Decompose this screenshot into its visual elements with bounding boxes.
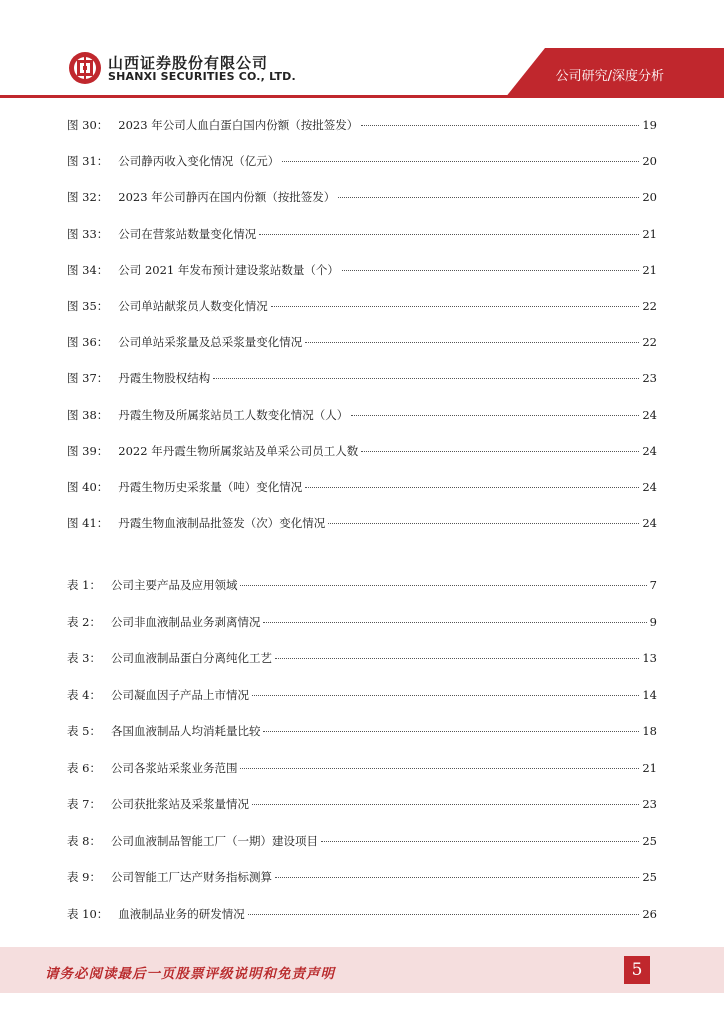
table-label: 表 5： — [67, 724, 101, 738]
dot-leader — [282, 160, 639, 162]
figure-label: 图 40： — [67, 480, 109, 494]
table-label: 表 9： — [67, 870, 101, 884]
figure-title: 2023 年公司人血白蛋白国内份额（按批签发） — [118, 118, 359, 132]
figure-label: 图 39： — [67, 443, 109, 458]
dot-leader — [240, 584, 646, 586]
page-ref: 24 — [642, 480, 657, 494]
table-title: 公司血液制品智能工厂（一期）建设项目 — [110, 833, 318, 848]
dot-leader — [252, 803, 639, 805]
page-ref: 25 — [642, 870, 657, 884]
figure-label: 图 38： — [67, 407, 109, 422]
dot-leader — [271, 305, 640, 307]
dot-leader — [259, 233, 639, 235]
page-ref: 7 — [649, 578, 657, 592]
figure-label: 图 33： — [67, 226, 109, 241]
dot-leader — [240, 767, 639, 769]
page-ref: 23 — [642, 797, 657, 811]
page-ref: 21 — [642, 226, 657, 241]
page-header — [0, 0, 724, 100]
figure-title: 公司单站采浆量及总采浆量变化情况 — [118, 335, 303, 350]
dot-leader — [263, 621, 646, 623]
page-ref: 21 — [642, 760, 657, 775]
table-title: 公司智能工厂达产财务指标测算 — [110, 870, 272, 884]
table-title: 各国血液制品人均消耗量比较 — [110, 724, 261, 738]
figure-label: 图 35： — [67, 299, 109, 313]
figure-toc-entry[interactable] — [67, 334, 657, 354]
table-label: 表 1： — [67, 578, 101, 592]
page-ref: 25 — [642, 833, 657, 848]
figure-label: 图 41： — [67, 516, 109, 531]
page-ref: 22 — [642, 299, 657, 313]
dot-leader — [275, 657, 639, 659]
page-ref: 19 — [642, 118, 657, 132]
table-toc-entry[interactable] — [67, 687, 657, 707]
dot-leader — [328, 522, 639, 524]
figure-label: 图 37： — [67, 371, 109, 386]
figure-title: 丹霞生物股权结构 — [118, 371, 211, 386]
table-toc-entry[interactable] — [67, 796, 657, 816]
company-name-en: SHANXI SECURITIES CO., LTD. — [108, 70, 296, 83]
footer-disclaimer[interactable]: 请务必阅读最后一页股票评级说明和免责声明 — [45, 966, 335, 982]
dot-leader — [213, 377, 639, 379]
table-toc-entry[interactable] — [67, 723, 657, 743]
page-ref: 23 — [642, 371, 657, 386]
dot-leader — [361, 450, 639, 452]
dot-leader — [275, 876, 639, 878]
figure-title: 丹霞生物历史采浆量（吨）变化情况 — [118, 480, 303, 494]
figure-toc-entry[interactable] — [67, 443, 657, 463]
page-ref: 22 — [642, 335, 657, 350]
table-title: 公司血液制品蛋白分离纯化工艺 — [110, 651, 272, 665]
figure-label: 图 34： — [67, 262, 109, 277]
figure-title: 公司在营浆站数量变化情况 — [118, 226, 257, 241]
table-toc-entry[interactable] — [67, 833, 657, 853]
table-title: 公司获批浆站及采浆量情况 — [110, 797, 249, 811]
table-toc-entry[interactable] — [67, 614, 657, 634]
table-toc-entry[interactable] — [67, 869, 657, 889]
table-toc-entry[interactable] — [67, 760, 657, 780]
table-label: 表 4： — [67, 687, 101, 702]
figure-title: 丹霞生物及所属浆站员工人数变化情况（人） — [118, 407, 349, 422]
dot-leader — [305, 341, 639, 343]
table-label: 表 8： — [67, 833, 101, 848]
table-title: 公司各浆站采浆业务范围 — [110, 760, 238, 775]
figure-toc-entry[interactable] — [67, 262, 657, 282]
dot-leader — [351, 414, 639, 416]
figure-title: 丹霞生物血液制品批签发（次）变化情况 — [118, 516, 326, 531]
figure-title: 公司单站献浆员人数变化情况 — [118, 299, 268, 313]
table-title: 公司凝血因子产品上市情况 — [110, 687, 249, 702]
table-toc-entry[interactable] — [67, 906, 657, 926]
table-label: 表 6： — [67, 760, 101, 775]
page-ref: 9 — [649, 614, 657, 629]
figure-toc-entry[interactable] — [67, 407, 657, 427]
table-label: 表 2： — [67, 614, 101, 629]
dot-leader — [252, 694, 639, 696]
table-title: 公司主要产品及应用领域 — [110, 578, 238, 592]
figure-title: 公司 2021 年发布预计建设浆站数量（个） — [118, 262, 339, 277]
table-title: 血液制品业务的研发情况 — [118, 906, 245, 921]
table-toc-entry[interactable] — [67, 577, 657, 597]
figure-title: 2023 年公司静丙在国内份额（按批签发） — [118, 190, 336, 205]
dot-leader — [263, 730, 639, 732]
dot-leader — [321, 840, 639, 842]
dot-leader — [248, 913, 640, 915]
company-name-cn: 山西证券股份有限公司 — [108, 54, 269, 72]
dot-leader — [342, 269, 639, 271]
figure-title: 2022 年丹霞生物所属浆站及单采公司员工人数 — [118, 443, 359, 458]
page-ref: 20 — [642, 190, 657, 205]
figure-toc-entry[interactable] — [67, 479, 657, 499]
figure-label: 图 31： — [67, 154, 109, 169]
dot-leader — [361, 124, 639, 126]
figure-label: 图 36： — [67, 335, 109, 350]
page-ref: 13 — [642, 651, 657, 665]
table-label: 表 3： — [67, 651, 101, 665]
figure-title: 公司静丙收入变化情况（亿元） — [118, 154, 280, 169]
dot-leader — [305, 486, 639, 488]
table-title: 公司非血液制品业务剥离情况 — [110, 614, 261, 629]
page-ref: 14 — [642, 687, 657, 702]
figure-label: 图 32： — [67, 190, 109, 205]
page-ref: 21 — [642, 262, 657, 277]
figure-label: 图 30： — [67, 118, 109, 132]
page-ref: 24 — [642, 443, 657, 458]
figure-toc-entry[interactable] — [67, 298, 657, 318]
table-toc-entry[interactable] — [67, 650, 657, 670]
figure-toc-entry[interactable] — [67, 117, 657, 137]
table-label: 表 10： — [67, 906, 109, 921]
page-number: 5 — [624, 956, 650, 984]
figure-toc-entry[interactable] — [67, 153, 657, 173]
figure-toc-entry[interactable] — [67, 189, 657, 209]
report-section-label: 公司研究/深度分析 — [555, 69, 664, 84]
page-ref: 24 — [642, 407, 657, 422]
page-ref: 18 — [642, 724, 657, 738]
dot-leader — [338, 196, 639, 198]
page-ref: 20 — [642, 154, 657, 169]
shanxi-securities-logo-icon — [68, 51, 102, 85]
table-label: 表 7： — [67, 797, 101, 811]
figure-toc-entry[interactable] — [67, 370, 657, 390]
page-ref: 26 — [642, 906, 657, 921]
page-ref: 24 — [642, 516, 657, 531]
figure-toc-entry[interactable] — [67, 226, 657, 246]
figure-toc-entry[interactable] — [67, 515, 657, 535]
